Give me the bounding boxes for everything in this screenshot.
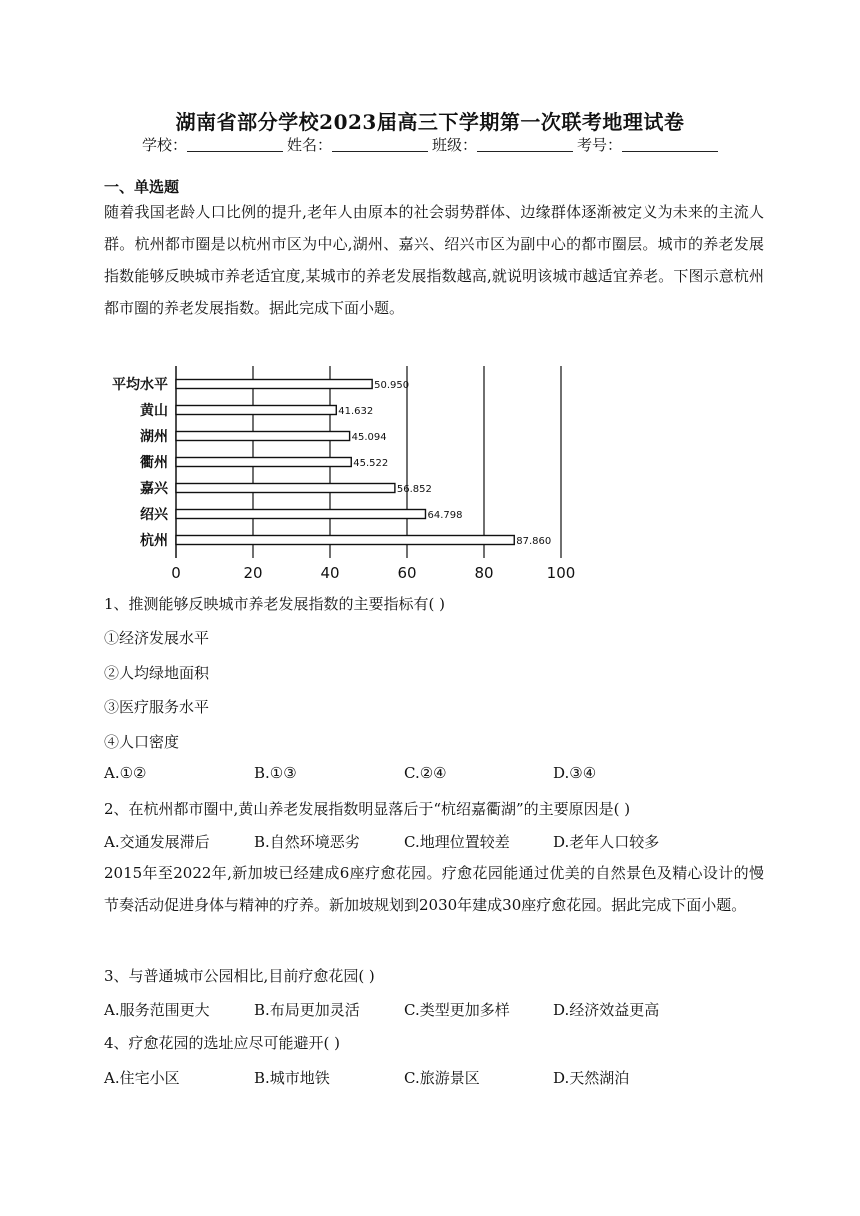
exam-title: 湖南省部分学校2023届高三下学期第一次联考地理试卷	[175, 110, 685, 134]
school-blank[interactable]	[187, 137, 283, 152]
question-2-option-a[interactable]: A.交通发展滞后	[104, 833, 210, 851]
category-label: 杭州	[140, 533, 168, 549]
school-label: 学校：	[141, 136, 187, 154]
bar	[176, 380, 372, 389]
question-1-item-1: ①经济发展水平	[104, 629, 210, 647]
bar-value-label: 56.852	[396, 484, 432, 495]
question-3-option-d[interactable]: D.经济效益更高	[553, 1001, 660, 1019]
question-2-stem: 2、在杭州都市圈中,黄山养老发展指数明显落后于“杭绍嘉衢湖”的主要原因是( )	[104, 800, 631, 818]
bar-value-label: 64.798	[427, 510, 463, 521]
bar-value-label: 87.860	[516, 536, 552, 547]
bar	[176, 510, 425, 519]
bar	[176, 432, 350, 441]
bar-value-label: 50.950	[374, 380, 410, 391]
category-label: 嘉兴	[140, 481, 168, 497]
bar-value-label: 41.632	[338, 406, 374, 417]
question-2-option-c[interactable]: C.地理位置较差	[404, 833, 510, 851]
question-1-stem: 1、推测能够反映城市养老发展指数的主要指标有( )	[104, 595, 446, 613]
passage-1: 随着我国老龄人口比例的提升,老年人由原本的社会弱势群体、边缘群体逐渐被定义为未来的主流人群。杭州都市圈是以杭州市区为中心,湖州、嘉兴、绍兴市区为副中心的都市圈层。城市的养老发展指数能够反映城市养老适宜度,某城市的养老发展指数越高,就说明该城市越适宜养老。下图示意杭州都市圈的养老发展指数。据此完成下面小题。	[104, 203, 764, 317]
x-tick-label: 80	[474, 564, 494, 582]
bar-chart	[96, 364, 586, 584]
question-1-option-a[interactable]: A.①②	[104, 764, 147, 782]
question-1-item-3: ③医疗服务水平	[104, 698, 210, 716]
category-label: 湖州	[140, 429, 168, 445]
passage-2: 2015年至2022年,新加坡已经建成6座疗愈花园。疗愈花园能通过优美的自然景色及精心设计的慢节奏活动促进身体与精神的疗养。新加坡规划到2030年建成30座疗愈花园。据此完成下面小题。	[104, 864, 764, 914]
bar-value-label: 45.094	[351, 432, 387, 443]
category-label: 平均水平	[112, 377, 168, 393]
class-blank[interactable]	[477, 137, 573, 152]
bar	[176, 406, 336, 415]
section-title: 一、单选题	[104, 178, 180, 196]
x-tick-label: 0	[171, 564, 181, 582]
x-tick-label: 20	[243, 564, 263, 582]
bar	[176, 536, 514, 545]
bar	[176, 484, 395, 493]
question-4-stem: 4、疗愈花园的选址应尽可能避开( )	[104, 1034, 341, 1052]
category-label: 绍兴	[140, 507, 168, 523]
number-blank[interactable]	[622, 137, 718, 152]
question-1-item-4: ④人口密度	[104, 733, 180, 751]
question-1-option-d[interactable]: D.③④	[553, 764, 597, 782]
question-2-option-d[interactable]: D.老年人口较多	[553, 833, 660, 851]
student-info-line	[0, 134, 860, 155]
question-3-stem: 3、与普通城市公园相比,目前疗愈花园( )	[104, 967, 375, 985]
bar-value-label: 45.522	[353, 458, 389, 469]
category-label: 黄山	[140, 403, 168, 419]
question-3-option-b[interactable]: B.布局更加灵活	[254, 1001, 360, 1019]
x-tick-label: 100	[546, 564, 576, 582]
name-label: 姓名：	[286, 136, 332, 154]
category-label: 衢州	[140, 455, 168, 471]
question-4-option-d[interactable]: D.天然湖泊	[553, 1069, 630, 1087]
question-2-option-b[interactable]: B.自然环境恶劣	[254, 833, 360, 851]
bar	[176, 458, 351, 467]
question-3-option-a[interactable]: A.服务范围更大	[104, 1001, 210, 1019]
question-4-option-b[interactable]: B.城市地铁	[254, 1069, 330, 1087]
question-4-option-a[interactable]: A.住宅小区	[104, 1069, 180, 1087]
question-4-option-c[interactable]: C.旅游景区	[404, 1069, 480, 1087]
question-1-item-2: ②人均绿地面积	[104, 664, 210, 682]
number-label: 考号：	[577, 136, 623, 154]
question-1-option-b[interactable]: B.①③	[254, 764, 297, 782]
class-label: 班级：	[432, 136, 478, 154]
x-tick-label: 40	[320, 564, 340, 582]
x-tick-label: 60	[397, 564, 417, 582]
name-blank[interactable]	[332, 137, 428, 152]
question-3-option-c[interactable]: C.类型更加多样	[404, 1001, 510, 1019]
question-1-option-c[interactable]: C.②④	[404, 764, 447, 782]
